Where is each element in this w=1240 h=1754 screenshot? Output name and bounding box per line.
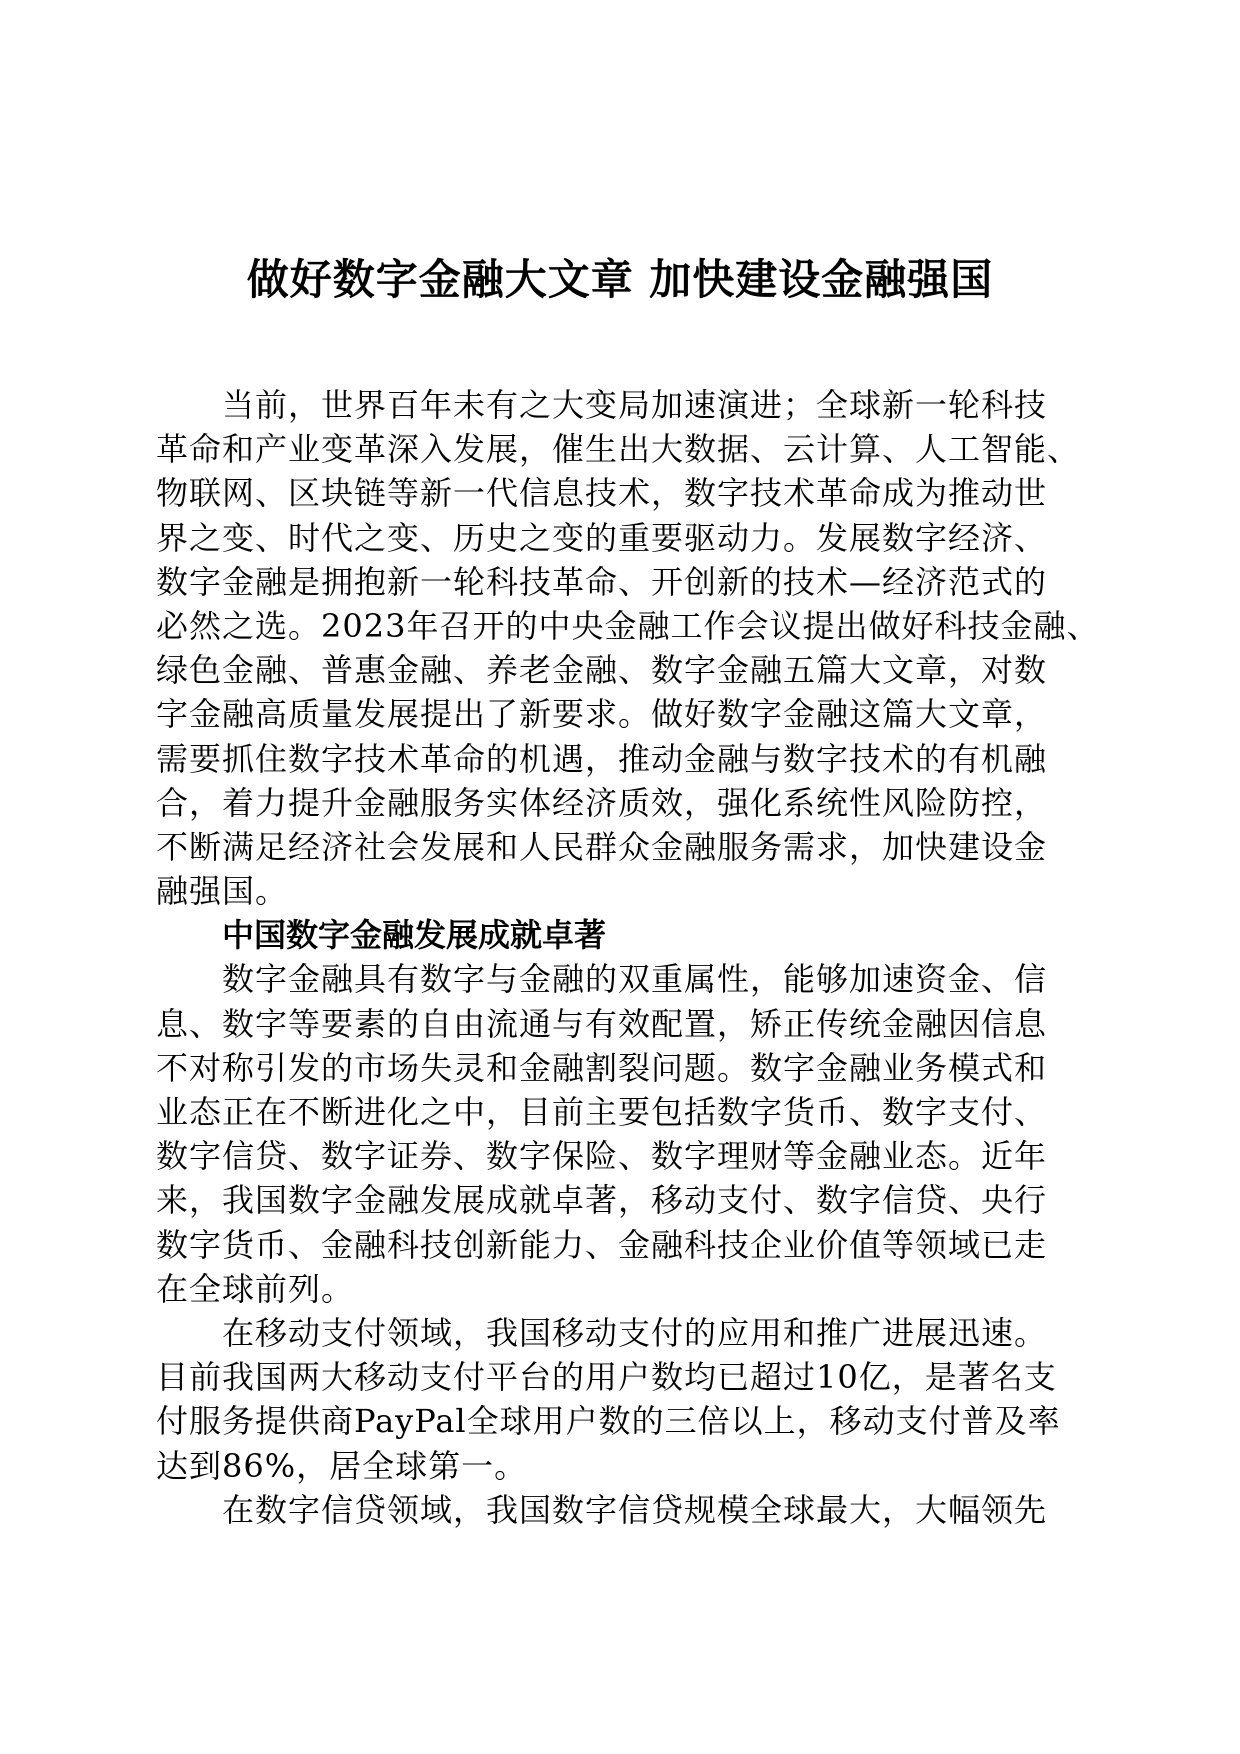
paragraph-line: 业态正在不断进化之中，目前主要包括数字货币、数字支付、: [156, 1093, 1048, 1131]
paragraph-line: 数字信贷、数字证券、数字保险、数字理财等金融业态。近年: [156, 1137, 1048, 1176]
paragraph-line: 字金融高质量发展提出了新要求。做好数字金融这篇大文章，: [156, 695, 1048, 734]
paragraph-line: 在全球前列。: [156, 1269, 355, 1308]
section-heading: 中国数字金融发展成就卓著: [222, 916, 607, 955]
paragraph-line: 不断满足经济社会发展和人民群众金融服务需求，加快建设金: [156, 827, 1048, 866]
paragraph-line: 达到86%，居全球第一。: [156, 1446, 528, 1485]
paragraph-line: 数字货币、金融科技创新能力、金融科技企业价值等领域已走: [156, 1225, 1048, 1264]
paragraph-line: 融强国。: [156, 872, 289, 911]
paragraph-line: 物联网、区块链等新一代信息技术，数字技术革命成为推动世: [156, 474, 1048, 513]
paragraph-line: 目前我国两大移动支付平台的用户数均已超过10亿，是著名支: [156, 1358, 1057, 1397]
paragraph-line: 在数字信贷领域，我国数字信贷规模全球最大，大幅领先: [222, 1490, 1048, 1529]
paragraph-line: 界之变、时代之变、历史之变的重要驱动力。发展数字经济、: [156, 518, 1048, 557]
paragraph-line: 数字金融具有数字与金融的双重属性，能够加速资金、信: [222, 960, 1048, 999]
paragraph-line: 绿色金融、普惠金融、养老金融、数字金融五篇大文章，对数: [156, 651, 1048, 690]
document-title: 做好数字金融大文章 加快建设金融强国: [246, 255, 994, 304]
paragraph-line: 在移动支付领域，我国移动支付的应用和推广进展迅速。: [222, 1313, 1048, 1352]
paragraph-line: 不对称引发的市场失灵和金融割裂问题。数字金融业务模式和: [156, 1048, 1048, 1087]
paragraph-line: 付服务提供商PayPal全球用户数的三倍以上，移动支付普及率: [156, 1402, 1061, 1441]
paragraph-line: 息、数字等要素的自由流通与有效配置，矫正传统金融因信息: [156, 1004, 1048, 1043]
paragraph-line: 当前，世界百年未有之大变局加速演进；全球新一轮科技: [222, 386, 1048, 424]
paragraph-line: 来，我国数字金融发展成就卓著，移动支付、数字信贷、央行: [156, 1181, 1048, 1220]
paragraph-line: 必然之选。2023年召开的中央金融工作会议提出做好科技金融、: [156, 606, 1100, 645]
paragraph-line: 革命和产业变革深入发展，催生出大数据、云计算、人工智能、: [156, 430, 1081, 469]
paragraph-line: 合，着力提升金融服务实体经济质效，强化系统性风险防控，: [156, 783, 1048, 822]
paragraph-line: 需要抓住数字技术革命的机遇，推动金融与数字技术的有机融: [156, 739, 1048, 778]
document-body: [156, 383, 1100, 1532]
paragraph-line: 数字金融是拥抱新一轮科技革命、开创新的技术—经济范式的: [156, 562, 1048, 601]
